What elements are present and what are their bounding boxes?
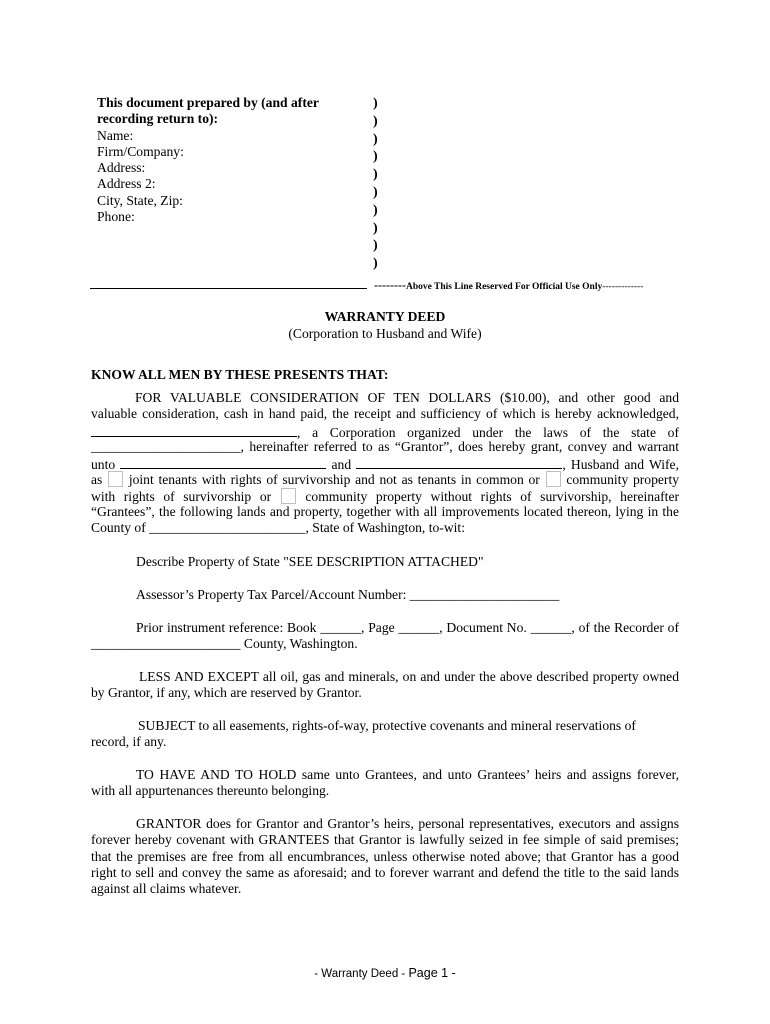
consideration-line: , a Corporation organized under the laws of the state of — [91, 423, 679, 439]
preparer-name-label: Name: — [97, 127, 134, 143]
official-use-dashes: -------- — [374, 278, 406, 292]
consideration-line: ______________________, hereinafter referred to as “Grantor”, does hereby grant, convey and warrant — [91, 438, 679, 454]
page-number: Page 1 - — [408, 966, 456, 980]
consideration-paragraph — [91, 390, 679, 537]
preparer-city-label: City, State, Zip: — [97, 192, 183, 208]
warranty-paragraph — [91, 816, 679, 897]
official-use-notice — [374, 277, 643, 295]
consideration-line: unto and , Husband and Wife, — [91, 457, 679, 473]
state-blank[interactable]: ______________________ — [91, 438, 241, 454]
habendum-line: with all appurtenances thereunto belonging. — [91, 783, 330, 799]
preparer-phone-label: Phone: — [97, 209, 135, 225]
community-property-no-survivorship-checkbox[interactable] — [281, 488, 296, 504]
document-title: WARRANTY DEED — [324, 309, 446, 324]
consideration-line: “Grantees”, the following lands and property, together with all improvements located thereon, lying in the — [91, 504, 679, 520]
official-use-text: Above This Line Reserved For Official Use Only — [405, 282, 603, 292]
less-except-paragraph — [91, 669, 679, 702]
grantee-wife-blank[interactable] — [356, 455, 562, 469]
prior-instrument-paragraph — [91, 620, 679, 653]
consideration-line: FOR VALUABLE CONSIDERATION OF TEN DOLLARS ($10.00), and other good and — [135, 390, 679, 405]
intro-heading: KNOW ALL MEN BY THESE PRESENTS THAT: — [91, 367, 389, 382]
prior-instrument-line: Prior instrument reference: Book ______, Page ______, Document No. ______, of the Recorder of — [136, 620, 679, 635]
warranty-line: right to sell and convey the same as aforesaid; and to forever warrant and defend the title to the said lands — [91, 864, 679, 880]
grantee-husband-blank[interactable] — [120, 455, 326, 469]
footer-label: - Warranty Deed - — [314, 968, 406, 980]
page-footer — [0, 965, 770, 982]
preparer-block — [97, 95, 367, 225]
habendum-line: TO HAVE AND TO HOLD same unto Grantees, and unto Grantees’ heirs and assigns forever, — [136, 767, 679, 782]
bracket-column: ) ) ) ) ) ) ) ) ) ) — [373, 96, 378, 272]
preparer-address-label: Address: — [97, 160, 146, 176]
consideration-line: valuable consideration, cash in hand paid, the receipt and sufficiency of which is hereby acknowledged, — [91, 406, 679, 422]
preparer-address2-label: Address 2: — [97, 176, 156, 192]
less-except-line: by Grantor, if any, which are reserved by Grantor. — [91, 685, 362, 701]
recording-divider-line — [90, 288, 367, 289]
preparer-firm-label: Firm/Company: — [97, 143, 184, 159]
preparer-heading: This document prepared by (and after recording return to): — [97, 95, 319, 127]
warranty-line: that the premises are free from all encumbrances, unless otherwise noted above; that Grantor has a good — [91, 848, 679, 864]
consideration-line: with rights of survivorship or community property without rights of survivorship, hereinafter — [91, 488, 680, 504]
prior-instrument-line: ______________________ County, Washington. — [91, 636, 358, 652]
subject-paragraph — [91, 718, 679, 751]
official-use-tail: ------------- — [602, 282, 644, 292]
document-subtitle: (Corporation to Husband and Wife) — [288, 326, 482, 341]
habendum-paragraph — [91, 767, 679, 800]
consideration-line: as joint tenants with rights of survivorship and not as tenants in common or community property — [91, 472, 680, 488]
less-except-line: LESS AND EXCEPT all oil, gas and minerals, on and under the above described property owned — [139, 669, 679, 684]
warranty-line: GRANTOR does for Grantor and Grantor’s heirs, personal representatives, executors and assigns — [136, 816, 679, 831]
subject-line: SUBJECT to all easements, rights-of-way, protective covenants and mineral reservations of — [138, 718, 636, 733]
community-property-survivorship-checkbox[interactable] — [546, 471, 561, 487]
subject-line: record, if any. — [91, 734, 167, 750]
corporation-name-blank[interactable] — [91, 423, 297, 437]
warranty-line: forever hereby covenant with GRANTEES that Grantor is lawfully seized in fee simple of said premises; — [91, 832, 679, 848]
assessor-parcel-line: Assessor’s Property Tax Parcel/Account Number: ______________________ — [136, 587, 560, 602]
joint-tenants-checkbox[interactable] — [108, 471, 123, 487]
consideration-line: County of _______________________, State of Washington, to-wit: — [91, 520, 465, 536]
property-description: Describe Property of State "SEE DESCRIPTION ATTACHED" — [136, 554, 484, 569]
warranty-line: against all claims whatever. — [91, 881, 242, 897]
